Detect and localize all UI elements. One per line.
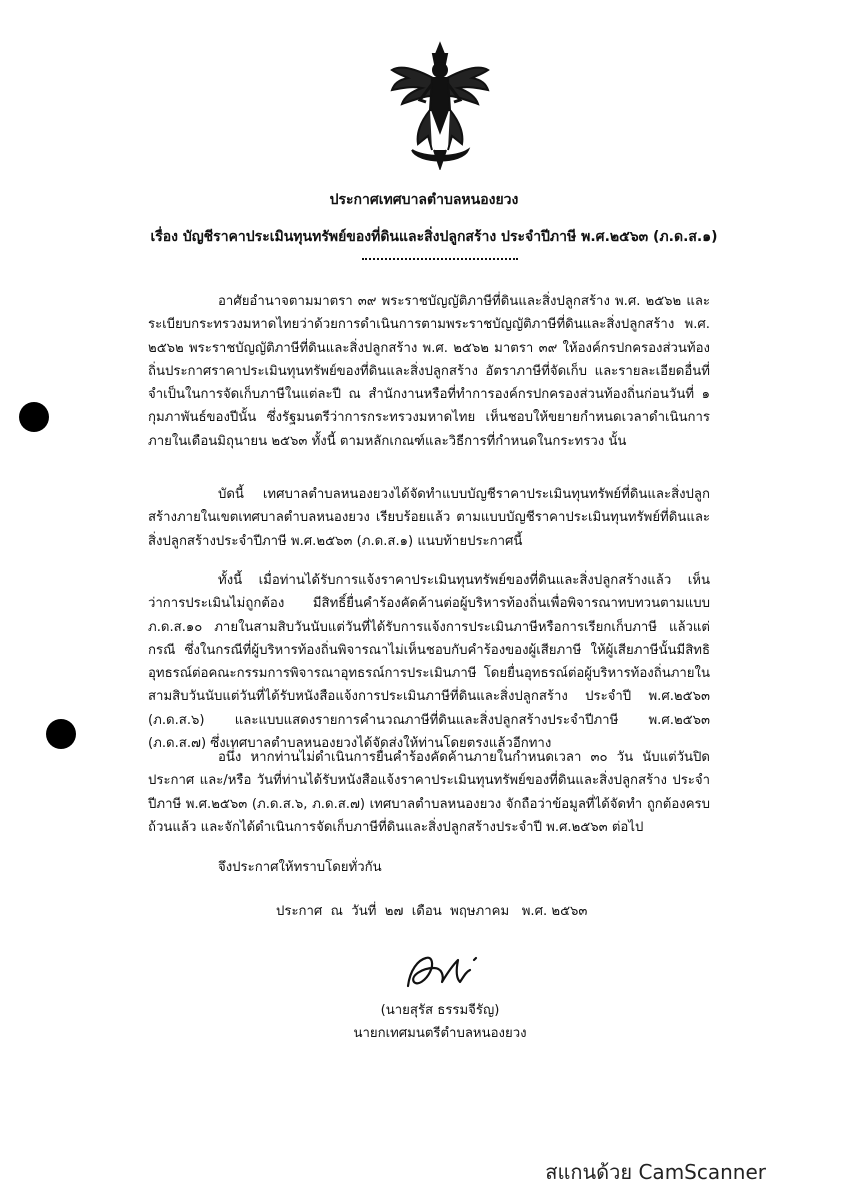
signer-position: นายกเทศมนตรีตำบลหนองยวง xyxy=(353,1026,527,1041)
announcement-subject: เรื่อง บัญชีราคาประเมินทุนทรัพย์ของที่ดินและสิ่งปลูกสร้าง ประจำปีภาษี พ.ศ.๒๕๖๓ (ภ.ด.ส.๑) xyxy=(150,229,718,245)
handwritten-signature xyxy=(400,946,490,996)
announcement-title: ประกาศเทศบาลตำบลหนองยวง xyxy=(329,192,519,208)
scanner-watermark: สแกนด้วย CamScanner xyxy=(545,1160,766,1184)
body-paragraph-2: บัดนี้ เทศบาลตำบลหนองยวงได้จัดทำแบบบัญชีราคาประเมินทุนทรัพย์ที่ดินและสิ่งปลูกสร้างภายในเขตเทศบาลตำบลหนองยวง เรียบร้อยแล้ว ตามแบบบัญชีราคาประเมินทุนทรัพย์ที่ดินและสิ่งปลูกสร้างประจำปีภาษี พ.ศ.๒๕๖๓ (ภ.ด.ส.๑) แนบท้ายประกาศนี้ xyxy=(148,487,710,549)
signer-name: (นายสุรัส ธรรมจีรัญ) xyxy=(380,1003,500,1018)
garuda-emblem-icon xyxy=(388,40,492,170)
punch-hole-icon xyxy=(19,402,49,432)
dotted-divider xyxy=(362,258,518,260)
closing-statement: จึงประกาศให้ทราบโดยทั่วกัน xyxy=(218,860,382,875)
body-paragraph-4: อนึ่ง หากท่านไม่ดำเนินการยื่นคำร้องคัดค้านภายในกำหนดเวลา ๓๐ วัน นับแต่วันปิดประกาศ และ/หรือ วันที่ท่านได้รับหนังสือแจ้งราคาประเมินทุนทรัพย์ของที่ดินและสิ่งปลูกสร้าง ประจำปีภาษี พ.ศ.๒๕๖๓ (ภ.ด.ส.๖, ภ.ด.ส.๗) เทศบาลตำบลหนองยวง จักถือว่าข้อมูลที่ได้จัดทำ ถูกต้องครบถ้วนแล้ว และจักได้ดำเนินการจัดเก็บภาษีที่ดินและสิ่งปลูกสร้างประจำปี พ.ศ.๒๕๖๓ ต่อไป xyxy=(148,750,710,835)
punch-hole-icon xyxy=(46,719,76,749)
body-paragraph-3: ทั้งนี้ เมื่อท่านได้รับการแจ้งราคาประเมินทุนทรัพย์ของที่ดินและสิ่งปลูกสร้างแล้ว เห็นว่าการประเมินไม่ถูกต้อง มีสิทธิ์ยื่นคำร้องคัดค้านต่อผู้บริหารท้องถิ่นเพื่อพิจารณาทบทวนตามแบบ ภ.ด.ส.๑๐ ภายในสามสิบวันนับแต่วันที่ได้รับการแจ้งการประเมินภาษีหรือการเรียกเก็บภาษี แล้วแต่กรณี ซึ่งในกรณีที่ผู้บริหารท้องถิ่นพิจารณาไม่เห็นชอบกับคำร้องของผู้เสียภาษี ให้ผู้เสียภาษีนั้นมีสิทธิอุทธรณ์ต่อคณะกรรมการพิจารณาอุทธรณ์การประเมินภาษี โดยยื่นอุทธรณ์ต่อผู้บริหารท้องถิ่นภายในสามสิบวันนับแต่วันที่ได้รับหนังสือแจ้งการประเมินภาษีที่ดินและสิ่งปลูกสร้าง ประจำปี พ.ศ.๒๕๖๓ (ภ.ด.ส.๖) และแบบแสดงรายการคำนวณภาษีที่ดินและสิ่งปลูกสร้างประจำปีภาษี พ.ศ.๒๕๖๓ (ภ.ด.ส.๗) ซึ่งเทศบาลตำบลหนองยวงได้จัดส่งให้ท่านโดยตรงแล้วอีกทาง xyxy=(148,573,710,752)
announcement-date: ประกาศ ณ วันที่ ๒๗ เดือน พฤษภาคม พ.ศ. ๒๕๖๓ xyxy=(276,904,588,919)
body-paragraph-1: อาศัยอำนาจตามมาตรา ๓๙ พระราชบัญญัติภาษีที่ดินและสิ่งปลูกสร้าง พ.ศ. ๒๕๖๒ และระเบียบกระทรวงมหาดไทยว่าด้วยการดำเนินการตามพระราชบัญญัติภาษีที่ดินและสิ่งปลูกสร้าง พ.ศ. ๒๕๖๒ พระราชบัญญัติภาษีที่ดินและสิ่งปลูกสร้าง พ.ศ. ๒๕๖๒ มาตรา ๓๙ ให้องค์กรปกครองส่วนท้องถิ่นประกาศราคาประเมินทุนทรัพย์ของที่ดินและสิ่งปลูกสร้าง อัตราภาษีที่จัดเก็บ และรายละเอียดอื่นที่จำเป็นในการจัดเก็บภาษีในแต่ละปี ณ สำนักงานหรือที่ทำการองค์กรปกครองส่วนท้องถิ่นก่อนวันที่ ๑ กุมภาพันธ์ของปีนั้น ซึ่งรัฐมนตรีว่าการกระทรวงมหาดไทย เห็นชอบให้ขยายกำหนดเวลาดำเนินการภายในเดือนมิถุนายน ๒๕๖๓ ทั้งนี้ ตามหลักเกณฑ์และวิธีการที่กำหนดในกระทรวง นั้น xyxy=(148,294,710,449)
